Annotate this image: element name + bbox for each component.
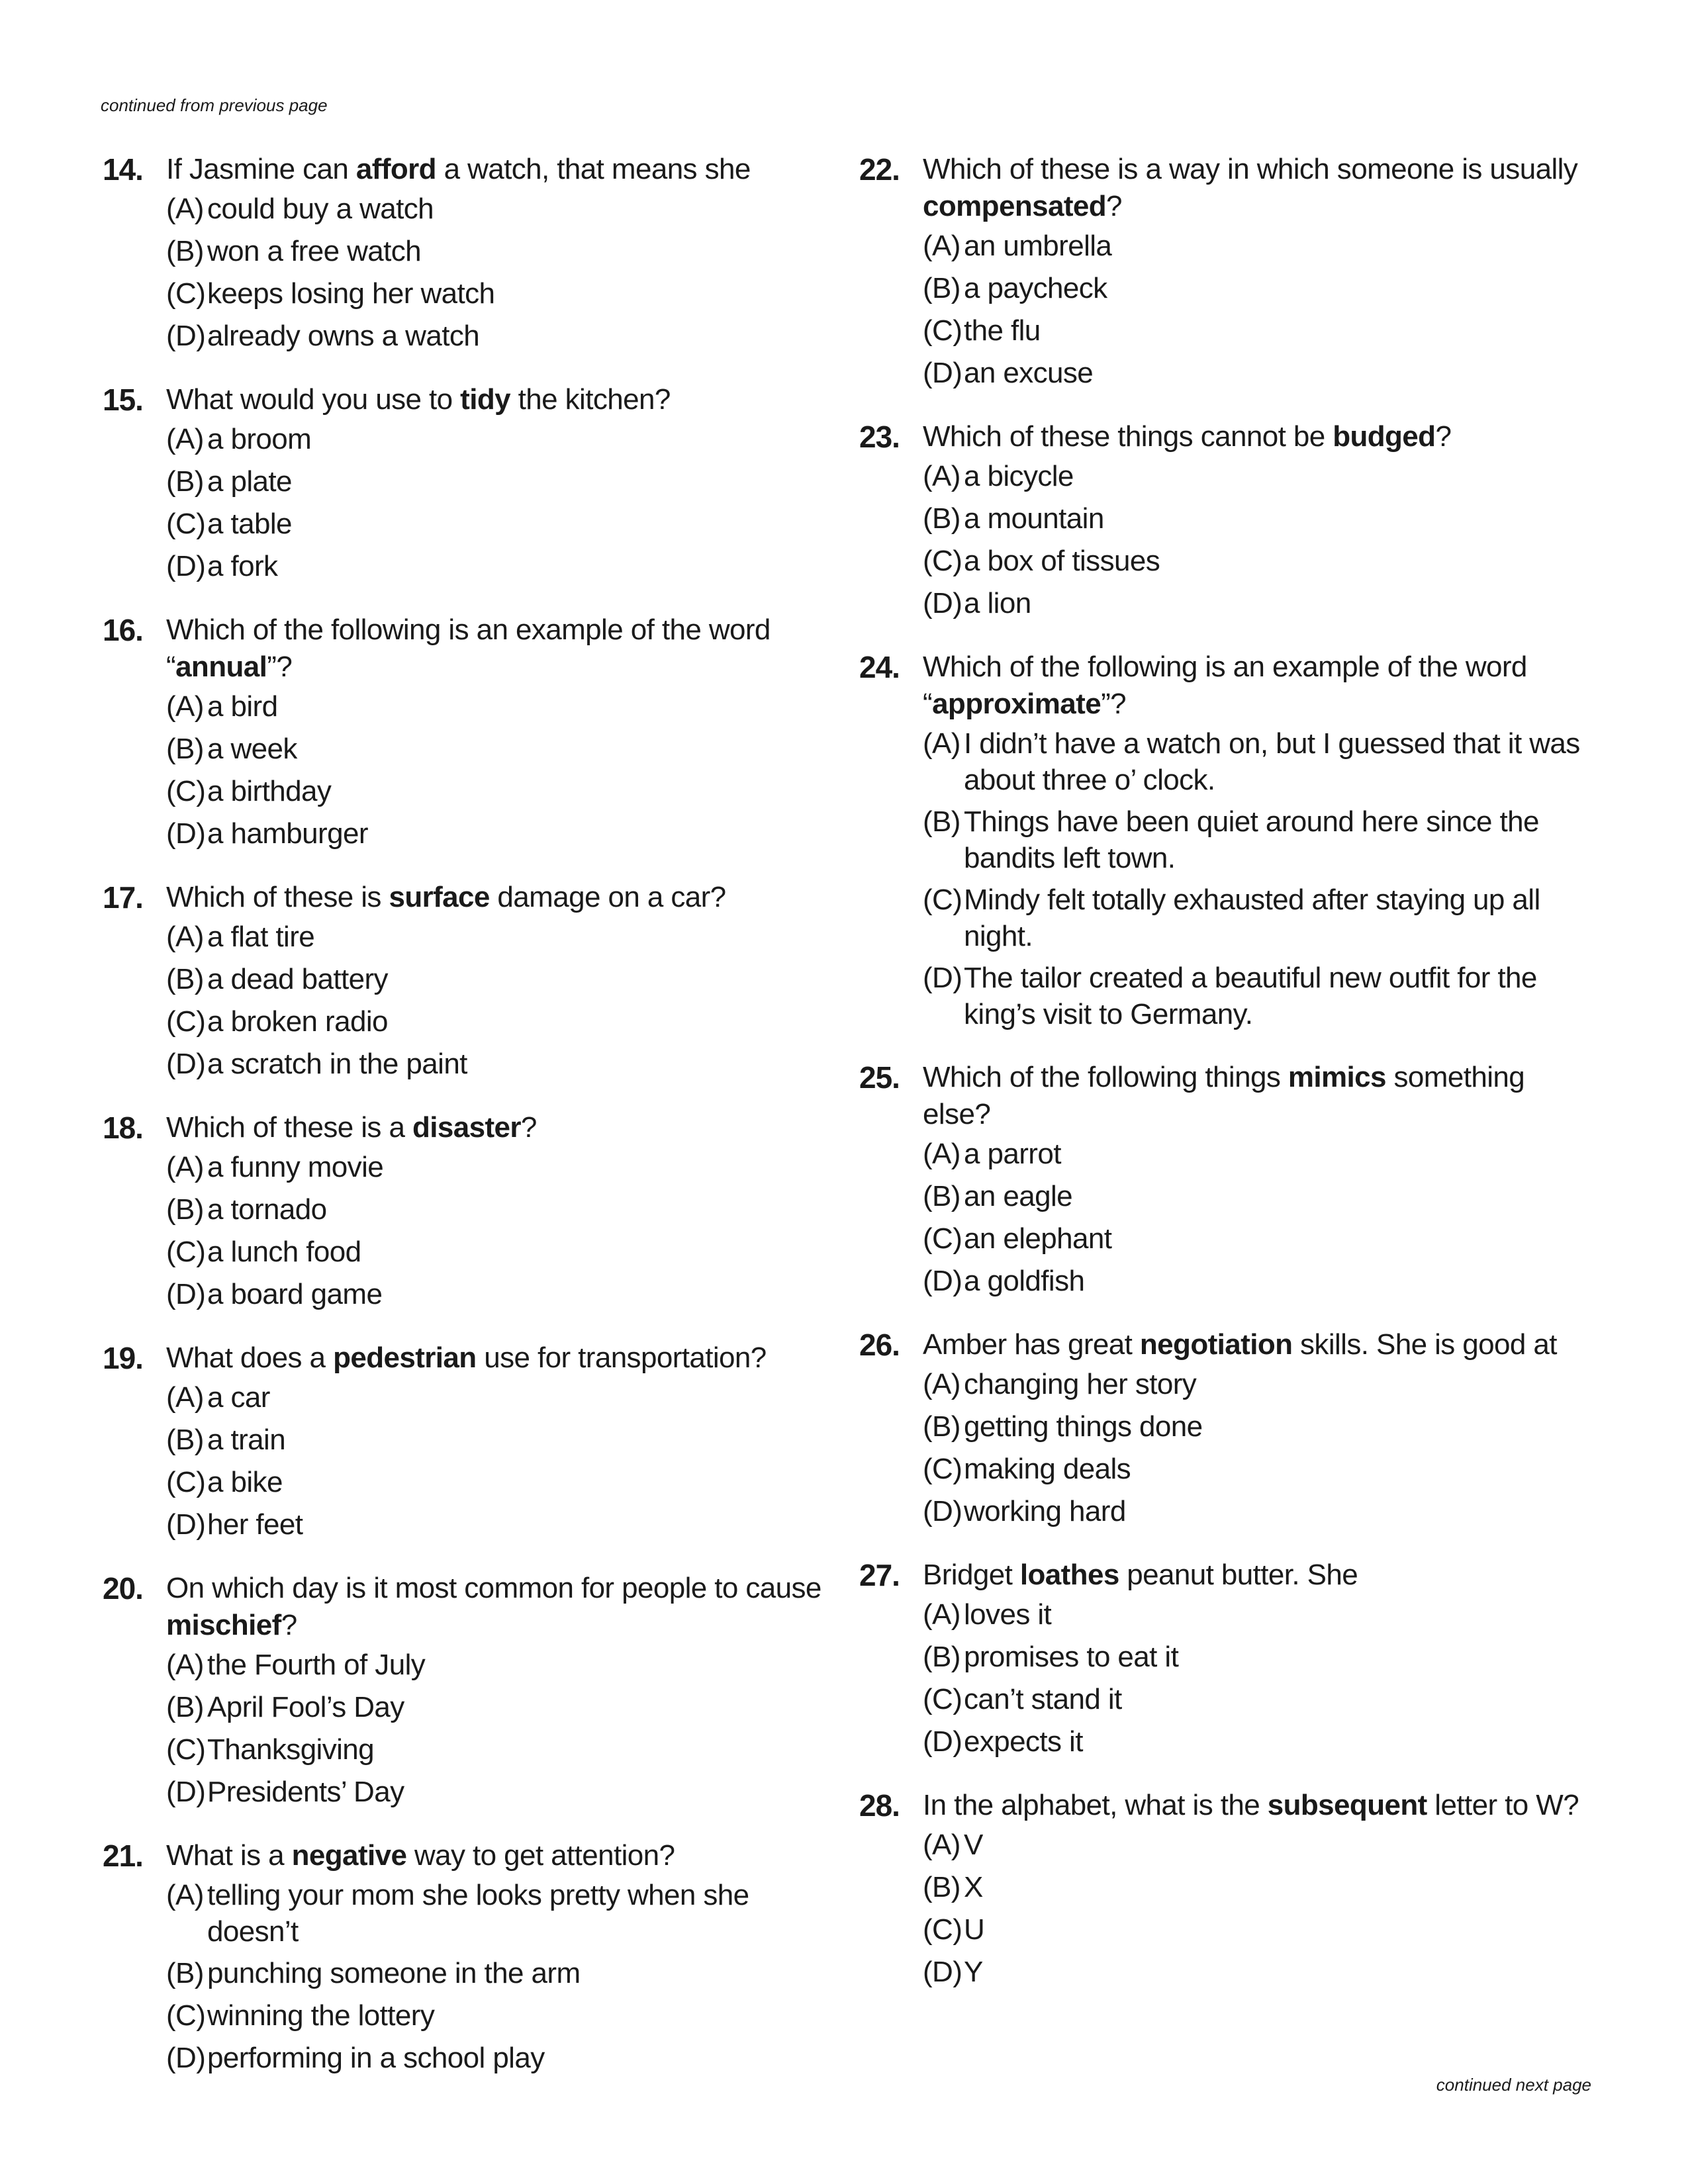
option-letter: (A) [166, 690, 204, 723]
answer-option [923, 882, 1594, 954]
option-letter: (D) [923, 1495, 962, 1527]
option-text: a broken radio [207, 1005, 388, 1038]
option-text: already owns a watch [207, 320, 480, 352]
answer-options [166, 1877, 837, 2077]
stem-text: What is a [166, 1839, 292, 1872]
option-text: I didn’t have a watch on, but I guessed that it was about three o’ clock. [964, 727, 1580, 796]
stem-text: What would you use to [166, 383, 461, 416]
option-text: winning the lottery [207, 1999, 435, 2032]
option-text: making deals [964, 1453, 1131, 1485]
answer-option [166, 1647, 837, 1684]
stem-text: Amber has great [923, 1328, 1140, 1361]
option-text: a hamburger [207, 817, 368, 850]
option-letter: (A) [166, 1649, 204, 1681]
stem-text: Which of these is a way in which someone is usually [923, 153, 1578, 185]
option-text: a scratch in the paint [207, 1048, 467, 1080]
answer-option [923, 960, 1594, 1032]
answer-option [166, 1003, 837, 1040]
answer-option [923, 1136, 1594, 1173]
option-letter: (B) [166, 963, 204, 995]
stem-text: a watch, that means she [436, 153, 751, 185]
option-text: an excuse [964, 357, 1094, 389]
answer-options [923, 1827, 1594, 1991]
answer-option [923, 1220, 1594, 1257]
answer-option [923, 585, 1594, 622]
option-letter: (B) [923, 502, 961, 535]
option-text: her feet [207, 1508, 303, 1541]
option-letter: (C) [166, 1005, 206, 1038]
question-number: 28. [859, 1788, 900, 1823]
option-letter: (D) [166, 550, 206, 582]
question-number: 15. [103, 383, 143, 417]
stem-text: On which day is it most common for people to cause [166, 1572, 821, 1604]
answer-option [923, 1869, 1594, 1906]
answer-option [923, 1493, 1594, 1530]
question-number: 24. [859, 650, 900, 684]
option-letter: (D) [166, 320, 206, 352]
option-text: U [964, 1913, 985, 1946]
answer-option [166, 1191, 837, 1228]
option-letter: (C) [923, 1683, 962, 1715]
option-letter: (A) [166, 423, 204, 455]
option-text: a mountain [964, 502, 1104, 535]
option-text: a bird [207, 690, 278, 723]
stem-text: Which of the following is an example of the word “ [166, 614, 771, 683]
question-15 [103, 381, 837, 585]
question-number: 16. [103, 613, 143, 647]
answer-options [923, 1136, 1594, 1300]
answer-option [923, 1178, 1594, 1215]
option-text: a box of tissues [964, 545, 1160, 577]
option-text: a week [207, 733, 297, 765]
option-letter: (A) [923, 230, 961, 262]
answer-option [166, 463, 837, 500]
answer-options [923, 725, 1594, 1032]
option-text: working hard [964, 1495, 1126, 1527]
vocab-word: negative [291, 1839, 407, 1872]
vocab-word: pedestrian [333, 1342, 477, 1374]
option-text: the Fourth of July [207, 1649, 426, 1681]
question-21 [103, 1837, 837, 2077]
option-text: a goldfish [964, 1265, 1085, 1297]
option-letter: (C) [166, 1999, 206, 2032]
option-letter: (D) [166, 1508, 206, 1541]
answer-option [166, 1379, 837, 1416]
option-letter: (D) [166, 1278, 206, 1310]
option-text: Mindy felt totally exhausted after staying up all night. [964, 884, 1540, 952]
answer-option [923, 1366, 1594, 1403]
option-letter: (A) [923, 1829, 961, 1861]
answer-options [166, 191, 837, 355]
option-text: a board game [207, 1278, 383, 1310]
answer-option [166, 1276, 837, 1313]
vocab-word: subsequent [1267, 1789, 1427, 1821]
option-text: can’t stand it [964, 1683, 1122, 1715]
answer-option [923, 725, 1594, 798]
answer-options [166, 421, 837, 585]
answer-option [166, 961, 837, 998]
answer-option [166, 275, 837, 312]
stem-text: the kitchen? [510, 383, 671, 416]
answer-option [923, 1911, 1594, 1948]
answer-option [923, 803, 1594, 876]
option-letter: (A) [166, 1879, 204, 1911]
option-text: a paycheck [964, 272, 1107, 304]
answer-option [166, 421, 837, 458]
option-text: telling your mom she looks pretty when she doesn’t [207, 1879, 749, 1948]
option-text: a car [207, 1381, 270, 1414]
answer-option [166, 688, 837, 725]
question-16 [103, 612, 837, 852]
answer-options [923, 1366, 1594, 1530]
stem-text: peanut butter. She [1119, 1559, 1358, 1591]
option-letter: (B) [166, 1424, 204, 1456]
answer-option [166, 233, 837, 270]
question-25 [859, 1059, 1594, 1300]
stem-text: Which of these things cannot be [923, 420, 1333, 453]
answer-options [923, 458, 1594, 622]
option-letter: (B) [923, 1871, 961, 1903]
option-text: won a free watch [207, 235, 422, 267]
option-text: an eagle [964, 1180, 1073, 1212]
question-stem [166, 879, 837, 916]
question-stem [923, 151, 1594, 225]
option-letter: (C) [166, 775, 206, 807]
answer-option [923, 355, 1594, 392]
stem-text: way to get attention? [406, 1839, 675, 1872]
option-text: the flu [964, 314, 1041, 347]
continued-from-previous-page: continued from previous page [101, 95, 328, 115]
option-text: Y [964, 1956, 983, 1988]
question-stem [166, 1340, 837, 1377]
option-text: loves it [964, 1598, 1052, 1631]
vocab-word: mimics [1288, 1061, 1386, 1093]
answer-options [923, 228, 1594, 392]
question-number: 20. [103, 1571, 143, 1606]
answer-option [166, 1464, 837, 1501]
option-letter: (D) [923, 1265, 962, 1297]
stem-text: Bridget [923, 1559, 1020, 1591]
option-text: an umbrella [964, 230, 1112, 262]
option-letter: (C) [923, 1222, 962, 1255]
option-text: a lunch food [207, 1236, 361, 1268]
vocab-word: disaster [412, 1111, 521, 1144]
answer-option [166, 919, 837, 956]
option-letter: (B) [923, 1641, 961, 1673]
option-letter: (B) [166, 235, 204, 267]
stem-text: If Jasmine can [166, 153, 356, 185]
answer-option [166, 1422, 837, 1459]
option-text: could buy a watch [207, 193, 434, 225]
answer-option [923, 1639, 1594, 1676]
continued-next-page: continued next page [1436, 2075, 1591, 2095]
answer-option [166, 1731, 837, 1768]
question-24 [859, 649, 1594, 1032]
option-text: a flat tire [207, 921, 315, 953]
question-stem [166, 1837, 837, 1874]
answer-options [166, 688, 837, 852]
option-letter: (A) [923, 727, 961, 760]
answer-options [166, 1149, 837, 1313]
question-26 [859, 1326, 1594, 1530]
stem-text: ? [1106, 190, 1122, 222]
stem-text: damage on a car? [489, 881, 726, 913]
option-text: a lion [964, 587, 1031, 619]
vocab-word: afford [355, 153, 436, 185]
answer-option [923, 270, 1594, 307]
option-letter: (D) [166, 1048, 206, 1080]
question-14 [103, 151, 837, 355]
stem-text: What does a [166, 1342, 334, 1374]
vocab-word: loathes [1019, 1559, 1119, 1591]
answer-option [166, 1234, 837, 1271]
answer-option [923, 1408, 1594, 1445]
option-text: Presidents’ Day [207, 1776, 404, 1808]
vocab-word: compensated [923, 190, 1107, 222]
stem-text: Which of the following is an example of the word “ [923, 651, 1527, 720]
option-text: promises to eat it [964, 1641, 1179, 1673]
question-number: 14. [103, 152, 143, 187]
question-stem [166, 151, 837, 188]
vocab-word: negotiation [1139, 1328, 1293, 1361]
option-text: a parrot [964, 1138, 1061, 1170]
stem-text: Which of these is [166, 881, 389, 913]
question-number: 22. [859, 152, 900, 187]
option-text: keeps losing her watch [207, 277, 495, 310]
option-letter: (D) [166, 2042, 206, 2074]
question-stem [923, 1557, 1594, 1594]
vocab-word: tidy [460, 383, 510, 416]
option-text: April Fool’s Day [207, 1691, 404, 1723]
option-text: a plate [207, 465, 292, 498]
option-letter: (D) [923, 1956, 962, 1988]
vocab-word: mischief [166, 1609, 281, 1641]
answer-option [166, 1774, 837, 1811]
stem-text: ? [1435, 420, 1452, 453]
option-letter: (D) [923, 1725, 962, 1758]
answer-option [166, 191, 837, 228]
answer-option [166, 548, 837, 585]
option-text: a bike [207, 1466, 283, 1498]
vocab-word: surface [389, 881, 490, 913]
option-text: V [964, 1829, 983, 1861]
question-number: 18. [103, 1111, 143, 1145]
question-28 [859, 1787, 1594, 1991]
stem-text: use for transportation? [476, 1342, 767, 1374]
answer-option [923, 1263, 1594, 1300]
answer-option [166, 506, 837, 543]
question-number: 27. [859, 1558, 900, 1592]
option-text: a table [207, 508, 292, 540]
option-text: getting things done [964, 1410, 1203, 1443]
option-letter: (D) [923, 587, 962, 619]
answer-option [166, 1997, 837, 2034]
option-letter: (C) [923, 314, 962, 347]
question-22 [859, 151, 1594, 392]
answer-option [923, 1954, 1594, 1991]
answer-options [166, 1647, 837, 1811]
option-text: a dead battery [207, 963, 388, 995]
option-letter: (D) [923, 357, 962, 389]
answer-options [166, 1379, 837, 1543]
vocab-word: budged [1333, 420, 1436, 453]
answer-option [923, 1451, 1594, 1488]
option-letter: (B) [166, 465, 204, 498]
answer-options [923, 1596, 1594, 1760]
answer-option [923, 1723, 1594, 1760]
question-17 [103, 879, 837, 1083]
option-letter: (A) [923, 1368, 961, 1400]
option-letter: (C) [166, 277, 206, 310]
question-stem [166, 1570, 837, 1644]
right-question-column [859, 151, 1594, 2017]
answer-option [166, 1955, 837, 1992]
question-stem [166, 1109, 837, 1146]
question-number: 19. [103, 1341, 143, 1375]
answer-option [166, 731, 837, 768]
question-stem [923, 1787, 1594, 1824]
option-text: Thanksgiving [207, 1733, 375, 1766]
option-letter: (B) [166, 1691, 204, 1723]
option-letter: (B) [923, 1410, 961, 1443]
option-text: a funny movie [207, 1151, 384, 1183]
option-letter: (B) [923, 272, 961, 304]
option-letter: (A) [923, 1138, 961, 1170]
question-number: 21. [103, 1839, 143, 1873]
question-19 [103, 1340, 837, 1543]
option-text: a broom [207, 423, 312, 455]
option-text: performing in a school play [207, 2042, 545, 2074]
option-text: a birthday [207, 775, 332, 807]
answer-option [166, 1689, 837, 1726]
option-letter: (C) [166, 1466, 206, 1498]
option-letter: (A) [166, 921, 204, 953]
option-text: a fork [207, 550, 278, 582]
answer-option [923, 312, 1594, 349]
answer-option [166, 815, 837, 852]
option-text: punching someone in the arm [207, 1957, 581, 1989]
option-letter: (A) [166, 193, 204, 225]
stem-text: ”? [267, 651, 293, 683]
option-letter: (C) [923, 1913, 962, 1946]
stem-text: ”? [1101, 688, 1127, 720]
option-letter: (B) [166, 733, 204, 765]
option-letter: (B) [166, 1193, 204, 1226]
option-text: Things have been quiet around here since the bandits left town. [964, 805, 1539, 874]
question-stem [923, 1059, 1594, 1133]
option-text: a train [207, 1424, 286, 1456]
question-stem [923, 649, 1594, 723]
option-text: X [964, 1871, 983, 1903]
question-number: 25. [859, 1060, 900, 1095]
vocab-word: annual [175, 651, 267, 683]
option-letter: (C) [166, 508, 206, 540]
answer-options [166, 919, 837, 1083]
option-letter: (C) [923, 884, 962, 916]
option-letter: (C) [923, 1453, 962, 1485]
question-stem [923, 1326, 1594, 1363]
question-27 [859, 1557, 1594, 1760]
stem-text: Which of these is a [166, 1111, 412, 1144]
option-text: a bicycle [964, 460, 1074, 492]
option-letter: (B) [923, 1180, 961, 1212]
question-23 [859, 418, 1594, 622]
option-text: a tornado [207, 1193, 327, 1226]
stem-text: In the alphabet, what is the [923, 1789, 1268, 1821]
left-question-column [103, 151, 837, 2103]
stem-text: Which of the following things [923, 1061, 1288, 1093]
stem-text: ? [520, 1111, 537, 1144]
question-number: 26. [859, 1328, 900, 1362]
stem-text: letter to W? [1427, 1789, 1579, 1821]
answer-option [166, 2040, 837, 2077]
answer-option [923, 1596, 1594, 1633]
question-stem [166, 381, 837, 418]
answer-option [166, 1877, 837, 1950]
option-text: expects it [964, 1725, 1083, 1758]
answer-option [166, 773, 837, 810]
question-number: 17. [103, 880, 143, 915]
answer-option [923, 228, 1594, 265]
option-letter: (A) [166, 1381, 204, 1414]
question-number: 23. [859, 420, 900, 454]
option-letter: (B) [166, 1957, 204, 1989]
answer-option [166, 1046, 837, 1083]
question-stem [166, 612, 837, 686]
answer-option [923, 500, 1594, 537]
question-18 [103, 1109, 837, 1313]
option-letter: (A) [923, 460, 961, 492]
answer-option [923, 458, 1594, 495]
answer-option [166, 318, 837, 355]
answer-option [166, 1506, 837, 1543]
option-letter: (D) [166, 817, 206, 850]
vocab-word: approximate [932, 688, 1102, 720]
option-letter: (B) [923, 805, 961, 838]
question-20 [103, 1570, 837, 1811]
option-letter: (C) [166, 1733, 206, 1766]
option-text: changing her story [964, 1368, 1197, 1400]
answer-option [923, 543, 1594, 580]
question-stem [923, 418, 1594, 455]
answer-option [923, 1827, 1594, 1864]
stem-text: skills. She is good at [1292, 1328, 1557, 1361]
stem-text: something else? [923, 1061, 1525, 1130]
option-letter: (C) [923, 545, 962, 577]
option-text: an elephant [964, 1222, 1112, 1255]
stem-text: ? [281, 1609, 297, 1641]
option-text: The tailor created a beautiful new outfit for the king’s visit to Germany. [964, 962, 1537, 1030]
answer-option [166, 1149, 837, 1186]
answer-option [923, 1681, 1594, 1718]
option-letter: (D) [923, 962, 962, 994]
option-letter: (C) [166, 1236, 206, 1268]
option-letter: (D) [166, 1776, 206, 1808]
option-letter: (A) [923, 1598, 961, 1631]
option-letter: (A) [166, 1151, 204, 1183]
